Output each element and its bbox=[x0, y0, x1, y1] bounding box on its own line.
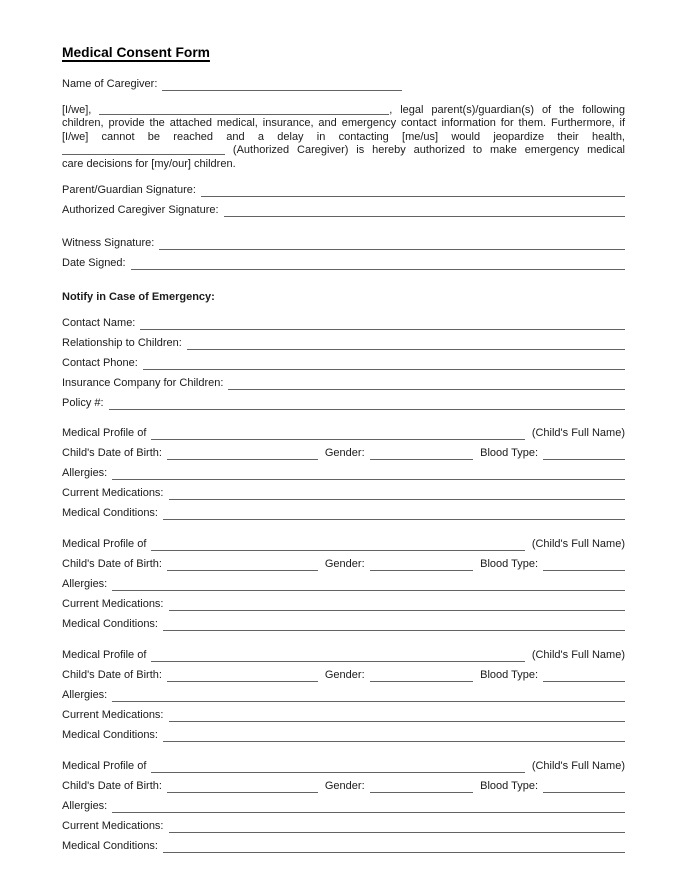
blood-type-field[interactable] bbox=[543, 554, 625, 571]
conditions-label: Medical Conditions: bbox=[62, 839, 158, 852]
profile-title-row bbox=[62, 645, 625, 665]
child-name-field[interactable] bbox=[151, 645, 524, 662]
conditions-field[interactable] bbox=[163, 836, 625, 853]
medications-label: Current Medications: bbox=[62, 708, 164, 721]
blood-type-label: Blood Type: bbox=[480, 446, 539, 459]
allergies-field[interactable] bbox=[112, 796, 625, 813]
profile-title-row bbox=[62, 423, 625, 443]
medications-label: Current Medications: bbox=[62, 819, 164, 832]
allergies-label: Allergies: bbox=[62, 577, 108, 590]
dob-label: Child's Date of Birth: bbox=[62, 779, 162, 792]
conditions-field[interactable] bbox=[163, 503, 625, 520]
conditions-row bbox=[62, 614, 625, 634]
gender-label: Gender: bbox=[324, 557, 365, 570]
authorized-caregiver-blank-field[interactable] bbox=[62, 145, 225, 155]
blood-type-field[interactable] bbox=[543, 443, 625, 460]
blood-type-field[interactable] bbox=[543, 776, 625, 793]
contact-name-field[interactable] bbox=[140, 313, 625, 330]
allergies-row bbox=[62, 574, 625, 594]
insurance-company-label: Insurance Company for Children: bbox=[62, 376, 224, 389]
gender-field[interactable] bbox=[370, 554, 474, 571]
child-full-name-caption: (Child's Full Name) bbox=[531, 648, 625, 661]
medical-profile-block bbox=[62, 534, 625, 634]
dob-field[interactable] bbox=[167, 554, 318, 571]
gender-label: Gender: bbox=[324, 446, 365, 459]
blood-type-label: Blood Type: bbox=[480, 779, 539, 792]
conditions-row bbox=[62, 503, 625, 523]
dob-label: Child's Date of Birth: bbox=[62, 446, 162, 459]
medical-profile-block bbox=[62, 756, 625, 856]
consent-paragraph bbox=[62, 104, 625, 171]
medications-field[interactable] bbox=[169, 705, 626, 722]
contact-phone-field[interactable] bbox=[143, 353, 625, 370]
parent-guardian-signature-row bbox=[62, 180, 625, 200]
medications-field[interactable] bbox=[169, 816, 626, 833]
consent-text: [I/we], bbox=[62, 104, 92, 116]
child-full-name-caption: (Child's Full Name) bbox=[531, 426, 625, 439]
parent-guardian-signature-label: Parent/Guardian Signature: bbox=[62, 183, 196, 196]
blood-type-field[interactable] bbox=[543, 665, 625, 682]
medical-profile-block bbox=[62, 423, 625, 523]
conditions-field[interactable] bbox=[163, 614, 625, 631]
authorized-caregiver-signature-label: Authorized Caregiver Signature: bbox=[62, 203, 219, 216]
allergies-field[interactable] bbox=[112, 463, 625, 480]
consent-paragraph-line: [I/we] cannot be reached and a delay in contacting [me/us] would jeopardize their health, bbox=[62, 130, 625, 143]
consent-paragraph-line bbox=[62, 104, 625, 117]
witness-signature-label: Witness Signature: bbox=[62, 236, 155, 249]
insurance-company-field[interactable] bbox=[228, 373, 625, 390]
gender-label: Gender: bbox=[324, 779, 365, 792]
consent-text: (Authorized Caregiver) is hereby authorized to make emergency medical bbox=[232, 144, 626, 157]
blood-type-label: Blood Type: bbox=[480, 557, 539, 570]
medications-row bbox=[62, 594, 625, 614]
date-signed-row bbox=[62, 253, 625, 273]
gender-field[interactable] bbox=[370, 776, 474, 793]
profile-dob-row bbox=[62, 776, 625, 796]
allergies-row bbox=[62, 685, 625, 705]
conditions-row bbox=[62, 836, 625, 856]
contact-phone-row bbox=[62, 353, 625, 373]
consent-paragraph-line: children, provide the attached medical, insurance, and emergency contact information for them. Furthermore, if bbox=[62, 117, 625, 130]
medications-field[interactable] bbox=[169, 483, 626, 500]
gender-field[interactable] bbox=[370, 665, 474, 682]
conditions-field[interactable] bbox=[163, 725, 625, 742]
gender-field[interactable] bbox=[370, 443, 474, 460]
dob-field[interactable] bbox=[167, 665, 318, 682]
policy-number-row bbox=[62, 393, 625, 413]
allergies-label: Allergies: bbox=[62, 688, 108, 701]
insurance-company-row bbox=[62, 373, 625, 393]
child-full-name-caption: (Child's Full Name) bbox=[531, 759, 625, 772]
allergies-label: Allergies: bbox=[62, 799, 108, 812]
profile-title-row bbox=[62, 756, 625, 776]
contact-name-row bbox=[62, 313, 625, 333]
allergies-row bbox=[62, 463, 625, 483]
conditions-row bbox=[62, 725, 625, 745]
child-name-field[interactable] bbox=[151, 756, 524, 773]
medications-label: Current Medications: bbox=[62, 597, 164, 610]
consent-paragraph-line bbox=[62, 144, 625, 157]
date-signed-label: Date Signed: bbox=[62, 256, 126, 269]
dob-label: Child's Date of Birth: bbox=[62, 668, 162, 681]
profile-dob-row bbox=[62, 665, 625, 685]
witness-signature-row bbox=[62, 233, 625, 253]
medical-profile-block bbox=[62, 645, 625, 745]
dob-label: Child's Date of Birth: bbox=[62, 557, 162, 570]
allergies-row bbox=[62, 796, 625, 816]
profile-title-label: Medical Profile of bbox=[62, 426, 147, 439]
policy-number-label: Policy #: bbox=[62, 396, 104, 409]
relationship-row bbox=[62, 333, 625, 353]
allergies-field[interactable] bbox=[112, 574, 625, 591]
conditions-label: Medical Conditions: bbox=[62, 728, 158, 741]
dob-field[interactable] bbox=[167, 443, 318, 460]
emergency-section-heading: Notify in Case of Emergency: bbox=[62, 290, 215, 303]
profile-dob-row bbox=[62, 554, 625, 574]
dob-field[interactable] bbox=[167, 776, 318, 793]
page-title: Medical Consent Form bbox=[62, 45, 210, 60]
medications-row bbox=[62, 483, 625, 503]
profile-title-label: Medical Profile of bbox=[62, 759, 147, 772]
profile-title-row bbox=[62, 534, 625, 554]
gender-label: Gender: bbox=[324, 668, 365, 681]
blood-type-label: Blood Type: bbox=[480, 668, 539, 681]
allergies-field[interactable] bbox=[112, 685, 625, 702]
medications-label: Current Medications: bbox=[62, 486, 164, 499]
authorized-caregiver-signature-row bbox=[62, 200, 625, 220]
profile-title-label: Medical Profile of bbox=[62, 648, 147, 661]
child-name-field[interactable] bbox=[151, 534, 524, 551]
medications-field[interactable] bbox=[169, 594, 626, 611]
consent-text: , legal parent(s)/guardian(s) of the following bbox=[389, 104, 625, 116]
parent-guardian-signature-field[interactable] bbox=[201, 180, 625, 197]
child-full-name-caption: (Child's Full Name) bbox=[531, 537, 625, 550]
conditions-label: Medical Conditions: bbox=[62, 617, 158, 630]
caregiver-name-label: Name of Caregiver: bbox=[62, 78, 158, 90]
conditions-label: Medical Conditions: bbox=[62, 506, 158, 519]
relationship-field[interactable] bbox=[187, 333, 625, 350]
child-name-field[interactable] bbox=[151, 423, 524, 440]
profile-dob-row bbox=[62, 443, 625, 463]
contact-phone-label: Contact Phone: bbox=[62, 356, 138, 369]
parent-names-blank-field[interactable] bbox=[99, 105, 389, 115]
relationship-label: Relationship to Children: bbox=[62, 336, 182, 349]
allergies-label: Allergies: bbox=[62, 466, 108, 479]
profile-title-label: Medical Profile of bbox=[62, 537, 147, 550]
consent-paragraph-line: care decisions for [my/our] children. bbox=[62, 157, 236, 170]
policy-number-field[interactable] bbox=[109, 393, 625, 410]
authorized-caregiver-signature-field[interactable] bbox=[224, 200, 625, 217]
medications-row bbox=[62, 705, 625, 725]
caregiver-name-row bbox=[62, 74, 625, 94]
medications-row bbox=[62, 816, 625, 836]
witness-signature-field[interactable] bbox=[159, 233, 625, 250]
contact-name-label: Contact Name: bbox=[62, 316, 136, 329]
date-signed-field[interactable] bbox=[131, 253, 625, 270]
caregiver-name-field[interactable] bbox=[162, 74, 402, 91]
